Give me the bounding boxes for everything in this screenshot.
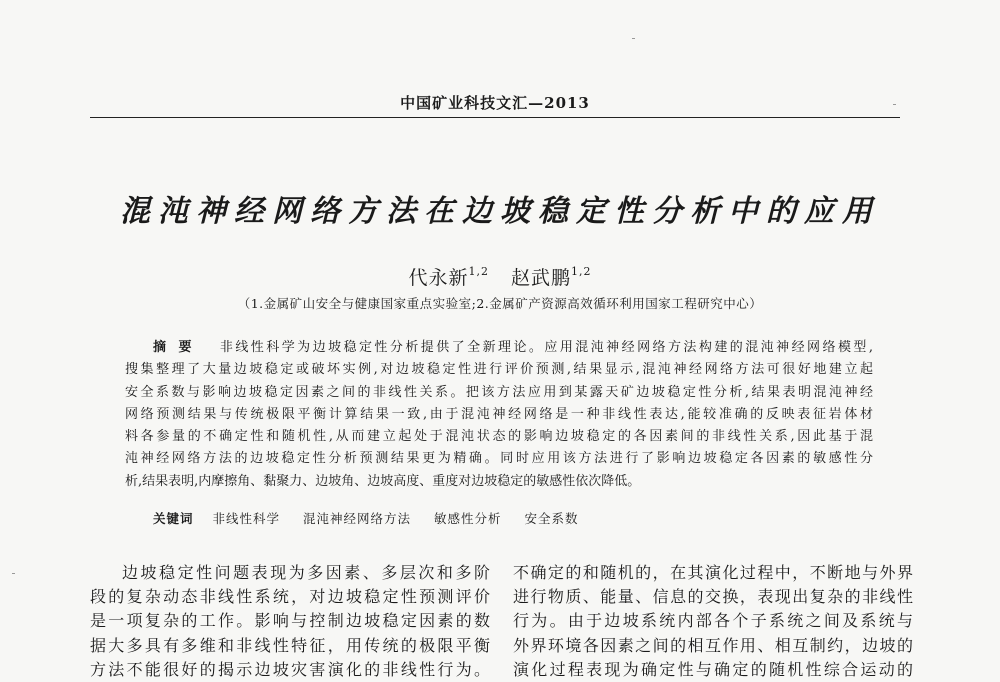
body-line: 是一项复杂的工作。影响与控制边坡稳定因素的数 [90, 611, 490, 631]
keywords-label: 关键词 [153, 511, 194, 526]
body-line: 方法不能很好的揭示边坡灾害演化的非线性行为。 [90, 659, 490, 679]
running-header: 中国矿业科技文汇—2013 [400, 94, 590, 112]
body-line: 外界环境各因素之间的相互作用、相互制约，边坡的 [513, 635, 913, 655]
scan-speck [12, 573, 15, 574]
abstract-line: 摘要 非线性科学为边坡稳定性分析提供了全新理论。应用混沌神经网络方法构建的混沌神经网络模型, [153, 340, 873, 355]
author-affiliation-mark: 1,2 [468, 265, 489, 278]
body-line: 不确定的和随机的，在其演化过程中，不断地与外界 [513, 563, 913, 582]
body-line: 据大多具有多维和非线性特征，用传统的极限平衡 [90, 635, 490, 655]
scan-speck [893, 104, 896, 105]
keyword: 敏感性分析 [434, 511, 502, 526]
paper-title: 混沌神经网络方法在边坡稳定性分析中的应用 [120, 194, 880, 229]
author-name: 代永新 [408, 267, 469, 289]
abstract-label: 摘要 [153, 340, 204, 355]
abstract-line: 析,结果表明,内摩擦角、黏聚力、边坡角、边坡高度、重度对边坡稳定的敏感性依次降低。 [125, 473, 641, 489]
authors [200, 263, 800, 290]
body-column-right [513, 561, 913, 682]
keyword: 混沌神经网络方法 [303, 511, 412, 526]
keywords [153, 509, 873, 527]
keyword: 非线性科学 [212, 511, 281, 526]
abstract [125, 337, 873, 493]
body-line: 行为。由于边坡系统内部各个子系统之间及系统与 [513, 611, 913, 631]
body-line: 进行物质、能量、信息的交换，表现出复杂的非线性 [513, 587, 913, 607]
scan-speck [632, 38, 635, 39]
body-line: 演化过程表现为确定性与确定的随机性综合运动的 [513, 659, 913, 679]
author-affiliation-mark: 1,2 [571, 265, 592, 278]
body-line: 边坡稳定性问题表现为多因素、多层次和多阶 [122, 563, 490, 582]
author-name: 赵武鹏 [511, 267, 572, 289]
body-line: 段的复杂动态非线性系统，对边坡稳定性预测评价 [90, 587, 490, 607]
affiliation: （1.金属矿山安全与健康国家重点实验室;2.金属矿产资源高效循环利用国家工程研究中心） [237, 296, 763, 311]
abstract-line: 网络预测结果与传统极限平衡计算结果一致,由于混沌神经网络是一种非线性表达,能较准确的反映表征岩体材 [125, 406, 873, 422]
abstract-line: 搜集整理了大量边坡稳定或破坏实例,对边坡稳定性进行评价预测,结果显示,混沌神经网络方法可很好地建立起 [125, 362, 873, 378]
keyword: 安全系数 [524, 511, 579, 526]
abstract-line: 安全系数与影响边坡稳定因素之间的非线性关系。把该方法应用到某露天矿边坡稳定性分析,结果表明混沌神经 [125, 384, 873, 400]
header-rule [90, 117, 900, 118]
abstract-line: 料各参量的不确定性和随机性,从而建立起处于混沌状态的影响边坡稳定的各因素间的非线性关系,因此基于混 [125, 429, 873, 445]
abstract-line: 沌神经网络方法的边坡稳定性分析预测结果更为精确。同时应用该方法进行了影响边坡稳定各因素的敏感性分 [125, 451, 873, 467]
body-column-left [90, 561, 490, 682]
